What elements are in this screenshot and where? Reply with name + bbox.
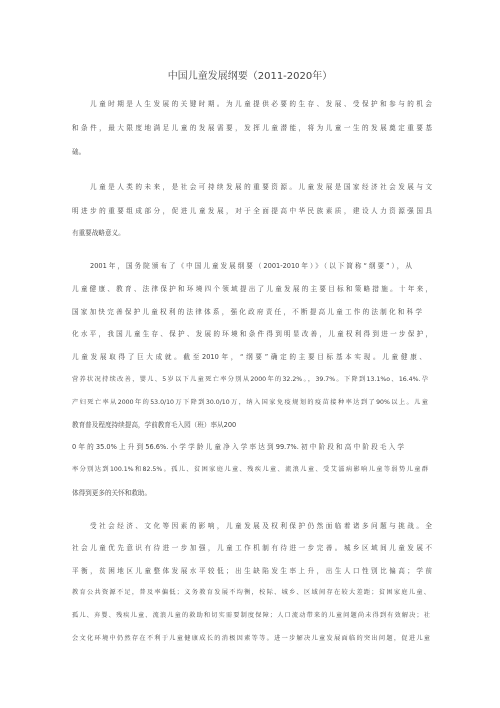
paragraph-3-line-5: 儿童发展取得了巨大成就。截至2010年，“纲要”确定的主要目标基本实现。儿童健康、 xyxy=(72,353,426,361)
paragraph-3-line-2: 儿童健康、教育、法律保护和环境四个领域提出了儿童发展的主要目标和策略措施。十年来， xyxy=(72,285,432,293)
paragraph-4-line-2: 社会儿童优先意识有待进一步加强，儿童工作机制有待进一步完善。城乡区域间儿童发展不 xyxy=(72,544,432,552)
paragraph-2-line-2: 明进步的重要组成部分，促进儿童发展，对于全面提高中华民族素质，建设人力资源强国具 xyxy=(72,207,432,215)
paragraph-3-line-4: 化水平，我国儿童生存、保护、发展的环境和条件得到明显改善，儿童权利得到进一步保护， xyxy=(72,330,432,338)
paragraph-3-line-3: 国家加快完善保护儿童权利的法律体系，强化政府责任，不断提高儿童工作的法制化和科学 xyxy=(72,308,422,316)
paragraph-2-line-3: 有重要战略意义。 xyxy=(72,229,125,237)
paragraph-3-line-10: 率分别达到100.1%和82.5%。孤儿、贫困家庭儿童、残疾儿童、流浪儿童、受艾滋病影响儿童等弱势儿童群 xyxy=(72,466,428,473)
paragraph-3-line-6: 营养状况持续改善，婴儿、5岁以下儿童死亡率分别从2000年的32.2%。，39.7%。下降到13.1%o、16.4%.孕 xyxy=(72,376,428,383)
paragraph-3-line-9: 0年的35.0%上升到56.6%.小学学龄儿童净入学率达到99.7%.初中阶段和高中阶段毛入学 xyxy=(72,443,404,451)
paragraph-1-line-3: 础。 xyxy=(72,148,86,156)
document-title: 中国儿童发展纲要（2011-2020年） xyxy=(167,71,333,82)
paragraph-4-line-5: 孤儿、弃婴、残疾儿童、流浪儿童的救助和切实需要制度保障；人口流动带来的儿童问题尚未得到有效解决；社 xyxy=(72,612,430,619)
paragraph-4-line-6: 会文化环境中仍然存在不利于儿童健康成长的消极因素等等。进一步解决儿童发展面临的突出问题，促进儿童 xyxy=(72,635,430,642)
paragraph-3-line-8: 教育普及程度持续提高，学前教育毛入园（班）率从200 xyxy=(72,421,237,429)
paragraph-4-line-4: 教育公共资源不足，普及率偏低；义务教育发展不均衡，校际、城乡、区域间存在较大差距；贫困家庭儿童、 xyxy=(72,589,430,596)
paragraph-3-line-11: 体得到更多的关怀和救助。 xyxy=(72,489,152,497)
paragraph-3-line-7: 产妇死亡率从2000年的53.0/10万下降到30.0/10万，纳入国家免疫规划的疫苗接种率达到了90%以上。儿童 xyxy=(72,399,428,406)
paragraph-1-line-2: 和条件，最大限度地满足儿童的发展需要，发挥儿童潜能，将为儿童一生的发展奠定重要基 xyxy=(72,124,432,132)
paragraph-3-line-1: 2001年，国务院颁布了《中国儿童发展纲要（2001-2010年）》（以下简称“纲要”），从 xyxy=(90,262,412,270)
paragraph-1-line-1: 儿童时期是人生发展的关键时期。为儿童提供必要的生存、发展、受保护和参与的机会 xyxy=(90,100,432,108)
paragraph-4-line-1: 受社会经济、文化等因素的影响，儿童发展及权利保护仍然面临着诸多问题与挑战。全 xyxy=(90,522,432,530)
paragraph-4-line-3: 平衡，贫困地区儿童整体发展水平较低；出生缺陷发生率上升，出生人口性别比偏高；学前 xyxy=(72,567,432,575)
paragraph-2-line-1: 儿童是人类的未来，是社会可持续发展的重要资源。儿童发展是国家经济社会发展与文 xyxy=(90,183,432,191)
